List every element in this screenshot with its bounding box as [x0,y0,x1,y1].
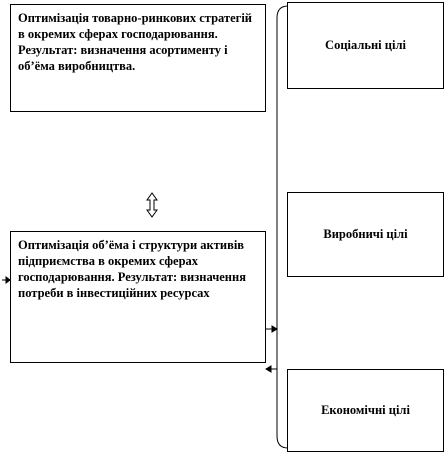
double-arrow-icon [147,193,157,217]
goals-bracket [277,6,288,448]
arrow-to-bracket [266,326,277,332]
top-strategy-text: Оптимізація товарно-ринкових стратегій в окремих сферах господарювання. Результат: визначення асортименту і об’ёма виробництва. [18,11,252,73]
incoming-arrow [2,277,10,283]
bottom-assets-text: Оптимізація об’ёма і структури активів підприємства в окремих сферах господарювання. Результат: визначення потреби в інвестиційних ресурсах [18,238,246,300]
social-goals-label: Соціальні цілі [325,38,406,52]
production-goals-label: Виробничі цілі [323,227,408,241]
economic-goals-label: Економічні цілі [321,403,410,417]
arrow-from-bracket [266,366,277,372]
